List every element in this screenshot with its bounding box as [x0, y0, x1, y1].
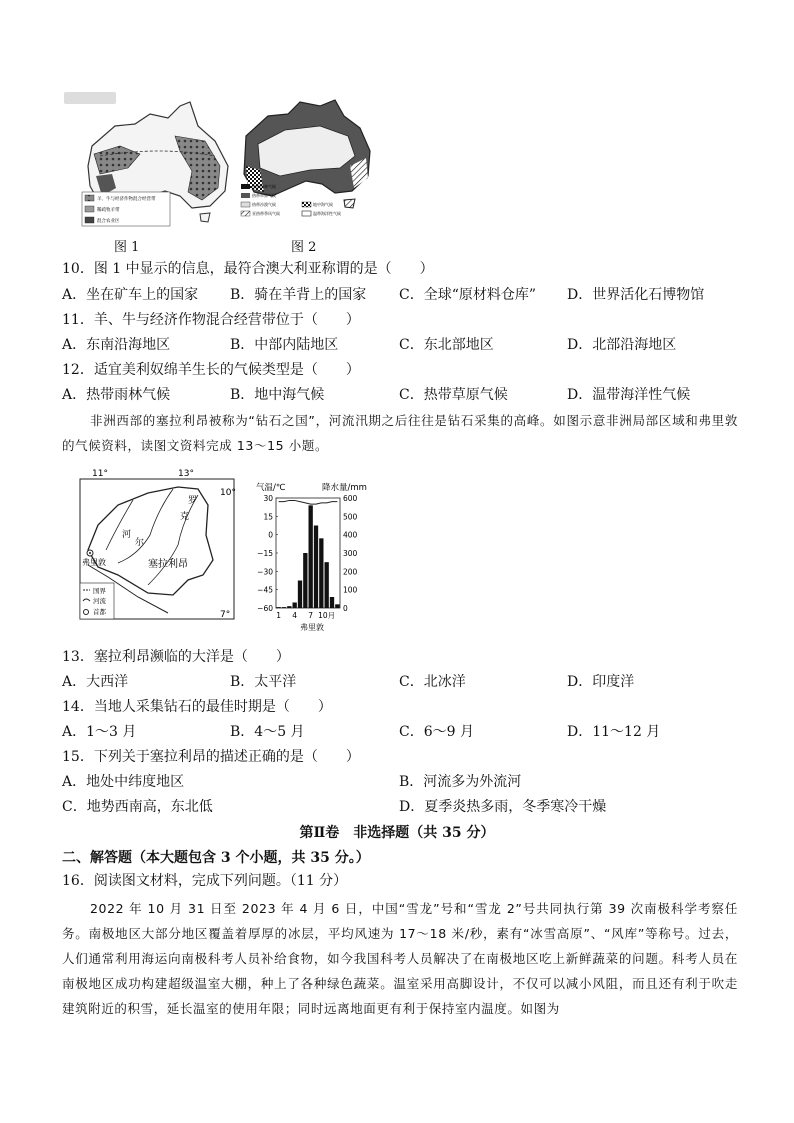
precipitation-bar	[282, 607, 286, 608]
question-16-stem: 16．阅读图文材料，完成下列问题。（11 分）	[62, 873, 348, 889]
precipitation-bar	[303, 553, 307, 608]
precipitation-bar	[298, 581, 302, 609]
svg-text:温带海洋性气候: 温带海洋性气候	[313, 211, 341, 216]
question-12-stem: 12．适宜美利奴绵羊生长的气候类型是（ ）	[62, 362, 360, 378]
x-tick-label: 4	[292, 611, 298, 620]
question-11-option-d[interactable]: D．北部沿海地区	[567, 337, 677, 353]
y-right-tick-label: 500	[343, 512, 358, 522]
intro-paragraph-africa: 非洲西部的塞拉利昂被称为“钻石之国”，河流汛期之后往往是钻石采集的高峰。如图示意非洲局部区域和弗里敦的气候资料，读图文资料完成 13～15 小题。	[62, 413, 738, 453]
svg-text:热带草原气候: 热带草原气候	[252, 193, 276, 198]
question-14-option-c[interactable]: C．6～9 月	[399, 724, 474, 740]
question-13-option-b[interactable]: B．太平洋	[230, 674, 297, 690]
svg-text:热带沙漠气候: 热带沙漠气候	[252, 202, 276, 207]
question-12-option-b[interactable]: B．地中海气候	[230, 387, 325, 403]
y-right-tick-label: 200	[343, 567, 358, 577]
y-right-tick-label: 300	[343, 549, 358, 558]
figure-2-australia-climate-map	[240, 96, 375, 231]
question-15-option-c[interactable]: C．地势西南高，东北低	[62, 799, 213, 815]
precipitation-bar	[325, 562, 329, 608]
precipitation-bar	[287, 606, 291, 608]
y-right-tick-label: 0	[343, 604, 348, 613]
tasmania	[344, 199, 355, 208]
question-10-option-d[interactable]: D．世界活化石博物馆	[567, 287, 705, 303]
question-12-option-c[interactable]: C．热带草原气候	[399, 387, 508, 403]
part-2-title: 第Ⅱ卷 非选择题（共 35 分）	[299, 825, 495, 841]
question-12-option-a[interactable]: A．热带雨林气候	[62, 387, 171, 403]
sierra-leone-map	[78, 465, 238, 625]
question-12-option-d[interactable]: D．温带海洋性气候	[567, 387, 691, 403]
svg-text:7°: 7°	[220, 610, 231, 620]
question-13-option-a[interactable]: A．大西洋	[62, 674, 129, 690]
svg-text:国界: 国界	[93, 587, 106, 595]
svg-text:热带雨林气候: 热带雨林气候	[252, 184, 276, 189]
figure-2-caption: 图 2	[291, 240, 317, 255]
y-left-tick-label: −60	[257, 604, 273, 613]
svg-text:塞拉利昂: 塞拉利昂	[148, 559, 188, 570]
svg-text:弗里敦: 弗里敦	[82, 558, 106, 567]
precipitation-bar	[319, 538, 323, 608]
y-right-tick-label: 100	[343, 585, 358, 595]
svg-text:13°: 13°	[178, 469, 194, 479]
precipitation-bar	[293, 603, 297, 609]
svg-text:羊、牛与经济作物混合经营带: 羊、牛与经济作物混合经营带	[97, 197, 156, 202]
y-left-tick-label: 30	[263, 494, 273, 503]
question-16-material: 2022 年 10 月 31 日至 2023 年 4 月 6 日，中国“雪龙”号和“雪龙 2”号共同执行第 39 次南极科学考察任务。南极地区大部分地区覆盖着厚厚的冰层，平均风速为 17～18 米/秒，素有“冰雪高原”、“风库”等称号。过去，人们通常利用海运向南极科考人员补给食物，如今我国科考人员解决了在南极地区吃上新鲜蔬菜的问题。科考人员在南极地区成功构建超级温室大棚，种上了各种绿色蔬菜。温室采用高脚设计，不仅可以减小风阻，而且还有利于吹走建筑附近的积雪，延长温室的使用年限；同时远离地面更有利于保持室内温度。如图为	[62, 901, 738, 1016]
svg-text:混合农业区: 混合农业区	[97, 219, 120, 224]
precipitation-bar	[330, 597, 334, 608]
question-15-option-a[interactable]: A．地处中纬度地区	[62, 774, 185, 790]
plot-frame	[276, 498, 340, 608]
tasmania	[200, 213, 210, 222]
section-2-title: 二、解答题（本大题包含 3 个小题，共 35 分。）	[62, 850, 370, 866]
question-11-option-a[interactable]: A．东南沿海地区	[62, 337, 171, 353]
question-11-option-c[interactable]: C．东北部地区	[399, 337, 494, 353]
question-15-option-d[interactable]: D．夏季炎热多雨，冬季寒冷干燥	[399, 799, 607, 815]
question-13-stem: 13．塞拉利昂濒临的大洋是（ ）	[62, 649, 290, 665]
question-10-option-c[interactable]: C．全球“原材料仓库”	[399, 287, 537, 303]
y-right-label: 降水量/mm	[322, 483, 367, 493]
y-left-tick-label: 0	[268, 530, 273, 540]
question-15-stem: 15．下列关于塞拉利昂的描述正确的是（ ）	[62, 749, 360, 765]
question-10-option-b[interactable]: B．骑在羊背上的国家	[230, 287, 367, 303]
svg-text:首都: 首都	[93, 608, 106, 616]
precipitation-bar	[314, 526, 318, 609]
question-11-option-b[interactable]: B．中部内陆地区	[230, 337, 339, 353]
y-left-tick-label: −45	[257, 585, 273, 595]
y-right-tick-label: 600	[343, 494, 358, 503]
question-13-option-d[interactable]: D．印度洋	[567, 674, 635, 690]
svg-text:尔: 尔	[135, 538, 145, 548]
y-left-tick-label: 15	[263, 512, 273, 522]
x-axis-label: 弗里敦	[300, 623, 324, 632]
question-10-stem: 10．图 1 中显示的信息，最符合澳大利亚称谓的是（ ）	[62, 261, 434, 277]
svg-text:稀疏牧羊带: 稀疏牧羊带	[97, 208, 120, 213]
question-15-option-b[interactable]: B．河流多为外流河	[399, 774, 522, 790]
freetown-climate-chart	[248, 478, 368, 634]
y-right-tick-label: 400	[343, 530, 358, 540]
precipitation-bar	[335, 604, 339, 608]
x-tick-label: 10月	[318, 611, 336, 620]
svg-text:亚热带季风气候: 亚热带季风气候	[252, 211, 280, 216]
y-left-label: 气温/℃	[256, 483, 286, 493]
precipitation-bar	[309, 505, 313, 608]
figure-1-caption: 图 1	[114, 240, 140, 255]
question-11-stem: 11．羊、牛与经济作物混合经营带位于（ ）	[62, 312, 360, 328]
question-14-option-b[interactable]: B．4～5 月	[230, 724, 305, 740]
x-tick-label: 7	[308, 611, 314, 620]
figure-1-australia-agriculture-map	[80, 96, 240, 231]
svg-text:地中海气候: 地中海气候	[313, 202, 333, 207]
question-14-option-a[interactable]: A．1～3 月	[62, 724, 137, 740]
question-14-option-d[interactable]: D．11～12 月	[567, 724, 661, 740]
x-tick-label: 1	[276, 611, 282, 620]
y-left-tick-label: −30	[257, 567, 273, 577]
svg-text:克: 克	[180, 512, 190, 522]
svg-text:10°: 10°	[220, 488, 236, 498]
y-left-tick-label: −15	[257, 549, 273, 558]
question-14-stem: 14．当地人采集钻石的最佳时期是（ ）	[62, 699, 332, 715]
svg-text:河: 河	[122, 530, 132, 540]
svg-text:河流: 河流	[93, 597, 106, 605]
question-10-option-a[interactable]: A．坐在矿车上的国家	[62, 287, 199, 303]
question-13-option-c[interactable]: C．北冰洋	[399, 674, 466, 690]
svg-text:11°: 11°	[92, 469, 108, 479]
svg-text:罗: 罗	[188, 496, 198, 506]
